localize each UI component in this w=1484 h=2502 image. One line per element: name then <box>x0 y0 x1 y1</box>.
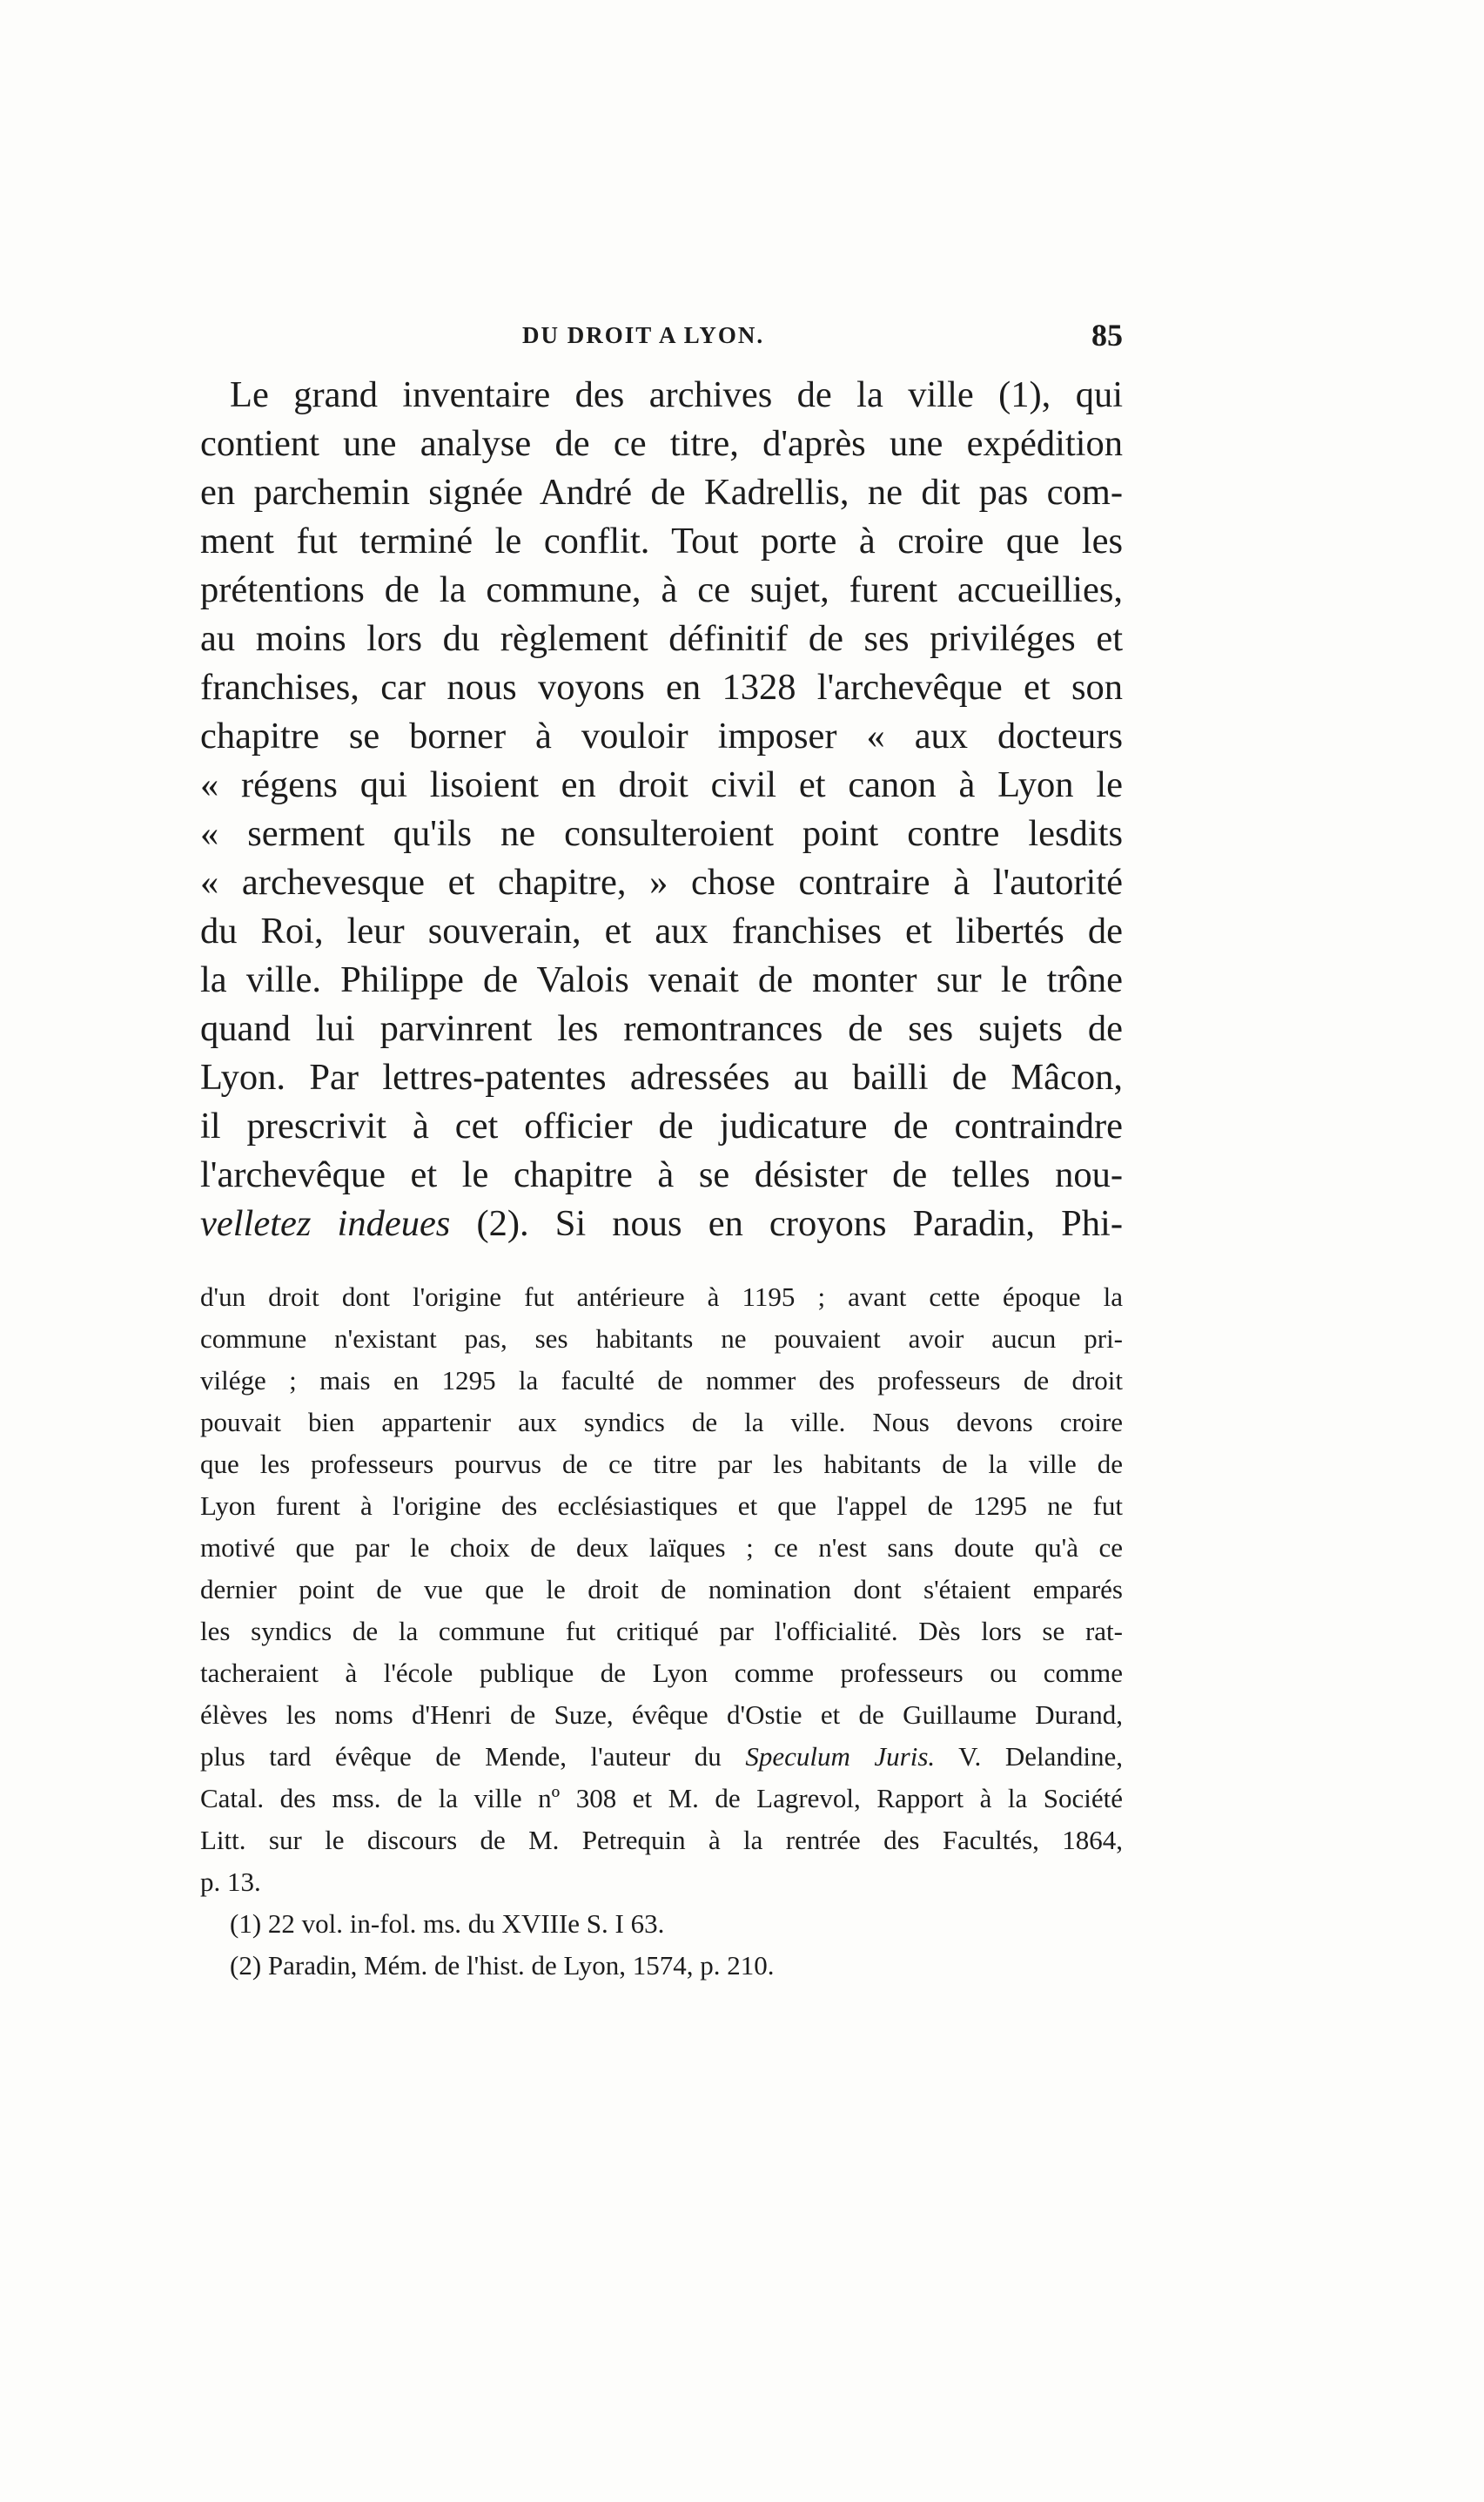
running-head <box>200 318 1123 371</box>
footnote-1: (1) 22 vol. in-fol. ms. du XVIIIe S. I 63. <box>230 1908 665 1939</box>
body-line: franchises, car nous voyons en 1328 l'archevêque et son <box>200 667 1123 708</box>
footnote-continuation-line: dernier point de vue que le droit de nomination dont s'étaient emparés <box>200 1574 1123 1604</box>
body-line: l'archevêque et le chapitre à se désister de telles nou- <box>200 1154 1123 1195</box>
footnote-continuation-line: que les professeurs pourvus de ce titre par les habitants de la ville de <box>200 1449 1123 1479</box>
footnote-continuation-line: tacheraient à l'école publique de Lyon comme professeurs ou comme <box>200 1658 1123 1688</box>
italic-phrase: velletez indeues <box>200 1203 451 1244</box>
body-line: Le grand inventaire des archives de la ville (1), qui <box>230 374 1123 415</box>
page-number: 85 <box>1091 318 1123 353</box>
body-line: « serment qu'ils ne consulteroient point contre lesdits <box>200 813 1123 854</box>
speculum-title: Speculum Juris. <box>745 1741 936 1772</box>
body-line: du Roi, leur souverain, et aux franchises et libertés de <box>200 911 1123 952</box>
footnote-continuation-line: pouvait bien appartenir aux syndics de la ville. Nous devons croire <box>200 1407 1123 1437</box>
body-line: il prescrivit à cet officier de judicature de contraindre <box>200 1106 1123 1147</box>
footnote-continuation-line: Lyon furent à l'origine des ecclésiastiques et que l'appel de 1295 ne fut <box>200 1490 1123 1521</box>
body-paragraph <box>200 371 1123 1248</box>
footnote-continuation-line: les syndics de la commune fut critiqué par l'officialité. Dès lors se rat- <box>200 1616 1123 1646</box>
footnote-speculum-line <box>200 1736 1123 1778</box>
book-page <box>200 318 1123 1987</box>
footnote-continuation-line: élèves les noms d'Henri de Suze, évêque d'Ostie et de Guillaume Durand, <box>200 1699 1123 1730</box>
running-title: DU DROIT A LYON. <box>522 322 765 348</box>
body-line: « archevesque et chapitre, » chose contraire à l'autorité <box>200 862 1123 903</box>
body-line: au moins lors du règlement définitif de ses priviléges et <box>200 618 1123 659</box>
body-line: contient une analyse de ce titre, d'après une expédition <box>200 423 1123 464</box>
footnotes <box>200 1276 1123 1987</box>
footnote-continuation-line: Catal. des mss. de la ville nº 308 et M. de Lagrevol, Rapport à la Société <box>200 1783 1123 1813</box>
body-line-last <box>200 1200 1123 1248</box>
footnote-2: (2) Paradin, Mém. de l'hist. de Lyon, 1574, p. 210. <box>230 1950 775 1981</box>
footnote-continuation-line: Litt. sur le discours de M. Petrequin à la rentrée des Facultés, 1864, <box>200 1825 1123 1855</box>
body-line: chapitre se borner à vouloir imposer « aux docteurs <box>200 716 1123 757</box>
speculum-before: plus tard évêque de Mende, l'auteur du <box>200 1741 746 1772</box>
body-line: ment fut terminé le conflit. Tout porte à croire que les <box>200 521 1123 562</box>
body-line: prétentions de la commune, à ce sujet, furent accueillies, <box>200 569 1123 610</box>
body-line: Lyon. Par lettres-patentes adressées au bailli de Mâcon, <box>200 1057 1123 1098</box>
body-line: « régens qui lisoient en droit civil et canon à Lyon le <box>200 764 1123 805</box>
body-line: la ville. Philippe de Valois venait de monter sur le trône <box>200 959 1123 1000</box>
body-line: en parchemin signée André de Kadrellis, ne dit pas com- <box>200 472 1123 513</box>
body-line-rest: (2). Si nous en croyons Paradin, Phi- <box>450 1203 1123 1244</box>
footnote-continuation-line: d'un droit dont l'origine fut antérieure à 1195 ; avant cette époque la <box>200 1281 1123 1312</box>
speculum-after: V. Delandine, <box>935 1741 1123 1772</box>
footnote-continuation-line: motivé que par le choix de deux laïques ; ce n'est sans doute qu'à ce <box>200 1532 1123 1563</box>
body-line: quand lui parvinrent les remontrances de ses sujets de <box>200 1008 1123 1049</box>
footnote-continuation-line: vilége ; mais en 1295 la faculté de nommer des professeurs de droit <box>200 1365 1123 1396</box>
footnote-final-line: p. 13. <box>200 1866 261 1897</box>
footnote-continuation-line: commune n'existant pas, ses habitants ne pouvaient avoir aucun pri- <box>200 1323 1123 1354</box>
